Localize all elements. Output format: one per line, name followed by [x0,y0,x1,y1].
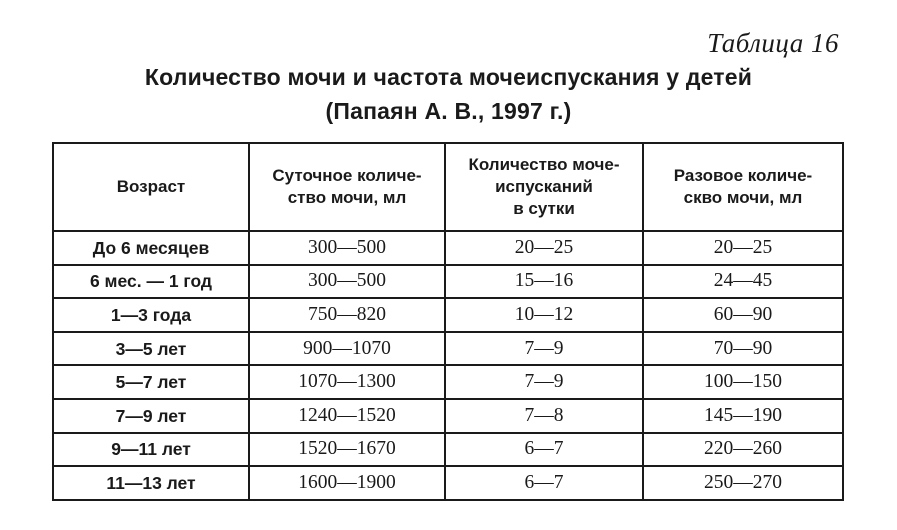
urination-count-cell: 7—8 [445,399,643,433]
urination-count-cell: 7—9 [445,365,643,399]
urination-count-cell: 6—7 [445,466,643,500]
single-volume-cell: 20—25 [643,231,843,265]
header-count-line: испусканий [495,177,593,196]
urination-count-cell: 7—9 [445,332,643,366]
single-volume-cell: 60—90 [643,298,843,332]
age-cell: 5—7 лет [53,365,249,399]
daily-volume-cell: 1520—1670 [249,433,445,467]
urination-count-cell: 6—7 [445,433,643,467]
header-urination-count [445,143,643,231]
urination-count-cell: 20—25 [445,231,643,265]
header-single-volume [643,143,843,231]
urination-count-cell: 10—12 [445,298,643,332]
table-row [53,365,843,399]
table-number-label: Таблица 16 [707,28,839,58]
table-row [53,433,843,467]
urination-count-cell: 15—16 [445,265,643,299]
header-row [53,143,843,231]
single-volume-cell: 24—45 [643,265,843,299]
age-cell: 1—3 года [53,298,249,332]
urine-table [52,142,844,501]
daily-volume-cell: 750—820 [249,298,445,332]
table-row [53,298,843,332]
single-volume-cell: 70—90 [643,332,843,366]
age-cell: 3—5 лет [53,332,249,366]
daily-volume-cell: 1600—1900 [249,466,445,500]
header-daily-volume [249,143,445,231]
header-age [53,143,249,231]
age-cell: 6 мес. — 1 год [53,265,249,299]
daily-volume-cell: 1070—1300 [249,365,445,399]
single-volume-cell: 100—150 [643,365,843,399]
table-source: (Папаян А. В., 1997 г.) [325,98,572,124]
header-daily-line: Суточное количе- [272,166,422,185]
table-row [53,231,843,265]
table-title: Количество мочи и частота мочеиспускания у детей [144,64,753,90]
table-row [53,466,843,500]
header-age-line: Возраст [116,177,186,196]
age-cell: 9—11 лет [53,433,249,467]
age-cell: До 6 месяцев [53,231,249,265]
daily-volume-cell: 300—500 [249,265,445,299]
daily-volume-cell: 300—500 [249,231,445,265]
header-count-line: Количество моче- [468,155,620,174]
single-volume-cell: 220—260 [643,433,843,467]
header-single-line: Разовое количе- [673,166,813,185]
single-volume-cell: 145—190 [643,399,843,433]
header-single-line: скво мочи, мл [683,188,803,207]
table-row [53,265,843,299]
header-count-line: в сутки [513,199,575,218]
daily-volume-cell: 1240—1520 [249,399,445,433]
table-row [53,332,843,366]
table-row [53,399,843,433]
age-cell: 7—9 лет [53,399,249,433]
daily-volume-cell: 900—1070 [249,332,445,366]
age-cell: 11—13 лет [53,466,249,500]
header-daily-line: ство мочи, мл [287,188,407,207]
single-volume-cell: 250—270 [643,466,843,500]
